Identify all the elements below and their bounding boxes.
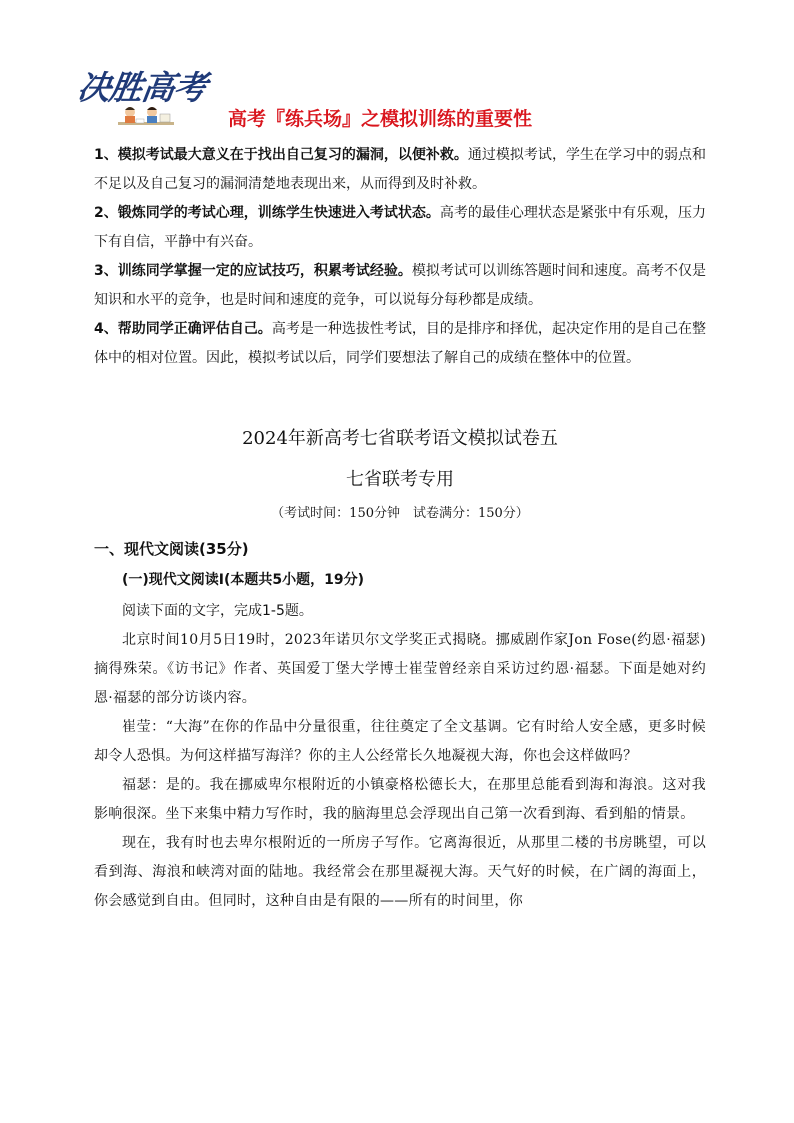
intro-body: 高考是一种选拔性考试，目的是排序和择优，起决定作用的是自己在整体中的相对位置。因此，模拟考试以后，同学们要想法了解自己的成绩在整体中的位置。 <box>94 321 707 366</box>
passage-paragraph: 福瑟：是的。我在挪威卑尔根附近的小镇豪格松德长大，在那里总能看到海和海浪。这对我影响很深。坐下来集中精力写作时，我的脑海里总会浮现出自己第一次看到海、看到船的情景。 <box>94 777 706 822</box>
subsection-heading: (一)现代文阅读Ⅰ(本题共5小题，19分) <box>122 572 365 588</box>
intro-item-2 <box>94 199 706 257</box>
intro-lead: 3、训练同学掌握一定的应试技巧，积累考试经验。 <box>94 263 412 279</box>
intro-section <box>94 141 706 373</box>
passage-paragraph: 崔莹：“大海”在你的作品中分量很重，往往奠定了全文基调。它有时给人安全感，更多时候却令人恐惧。为何这样描写海洋？你的主人公经常长久地凝视大海，你也会这样做吗？ <box>94 719 706 764</box>
intro-lead: 4、帮助同学正确评估自己。 <box>94 321 272 337</box>
section-heading: 一、现代文阅读(35分) <box>94 540 249 558</box>
banner-title: 高考『练兵场』之模拟训练的重要性 <box>228 108 533 130</box>
intro-item-1 <box>94 141 706 199</box>
intro-item-4 <box>94 315 706 373</box>
instruction: 阅读下面的文字，完成1-5题。 <box>122 603 313 619</box>
passage-paragraph: 北京时间10月5日19时，2023年诺贝尔文学奖正式揭晓。挪威剧作家Jon Fose(约恩·福瑟)摘得殊荣。《访书记》作者、英国爱丁堡大学博士崔莹曾经亲自采访过约恩·福瑟。下面是她对约恩·福瑟的部分访谈内容。 <box>94 632 706 706</box>
exam-note: （考试时间：150分钟 试卷满分：150分） <box>271 506 529 521</box>
passage-paragraph: 现在，我有时也去卑尔根附近的一所房子写作。它离海很近，从那里二楼的书房眺望，可以看到海、海浪和峡湾对面的陆地。我经常会在那里凝视大海。天气好的时候，在广阔的海面上，你会感觉到自由。但同时，这种自由是有限的——所有的时间里，你 <box>94 835 706 909</box>
logo <box>74 62 209 134</box>
intro-lead: 2、锻炼同学的考试心理，训练学生快速进入考试状态。 <box>94 205 440 221</box>
students-studying-icon <box>116 104 176 132</box>
intro-body: 高考的最佳心理状态是紧张中有乐观，压力下有自信，平静中有兴奋。 <box>94 205 706 250</box>
intro-item-3 <box>94 257 706 315</box>
intro-lead: 1、模拟考试最大意义在于找出自己复习的漏洞，以便补救。 <box>94 147 468 163</box>
passage <box>94 626 706 916</box>
exam-title: 2024年新高考七省联考语文模拟试卷五 <box>242 428 558 449</box>
intro-body: 模拟考试可以训练答题时间和速度。高考不仅是知识和水平的竞争，也是时间和速度的竞争，可以说每分每秒都是成绩。 <box>94 263 706 308</box>
exam-subtitle: 七省联考专用 <box>346 469 454 490</box>
intro-body: 通过模拟考试，学生在学习中的弱点和不足以及自己复习的漏洞清楚地表现出来，从而得到及时补救。 <box>94 147 706 192</box>
logo-text: 决胜高考 <box>74 68 209 107</box>
